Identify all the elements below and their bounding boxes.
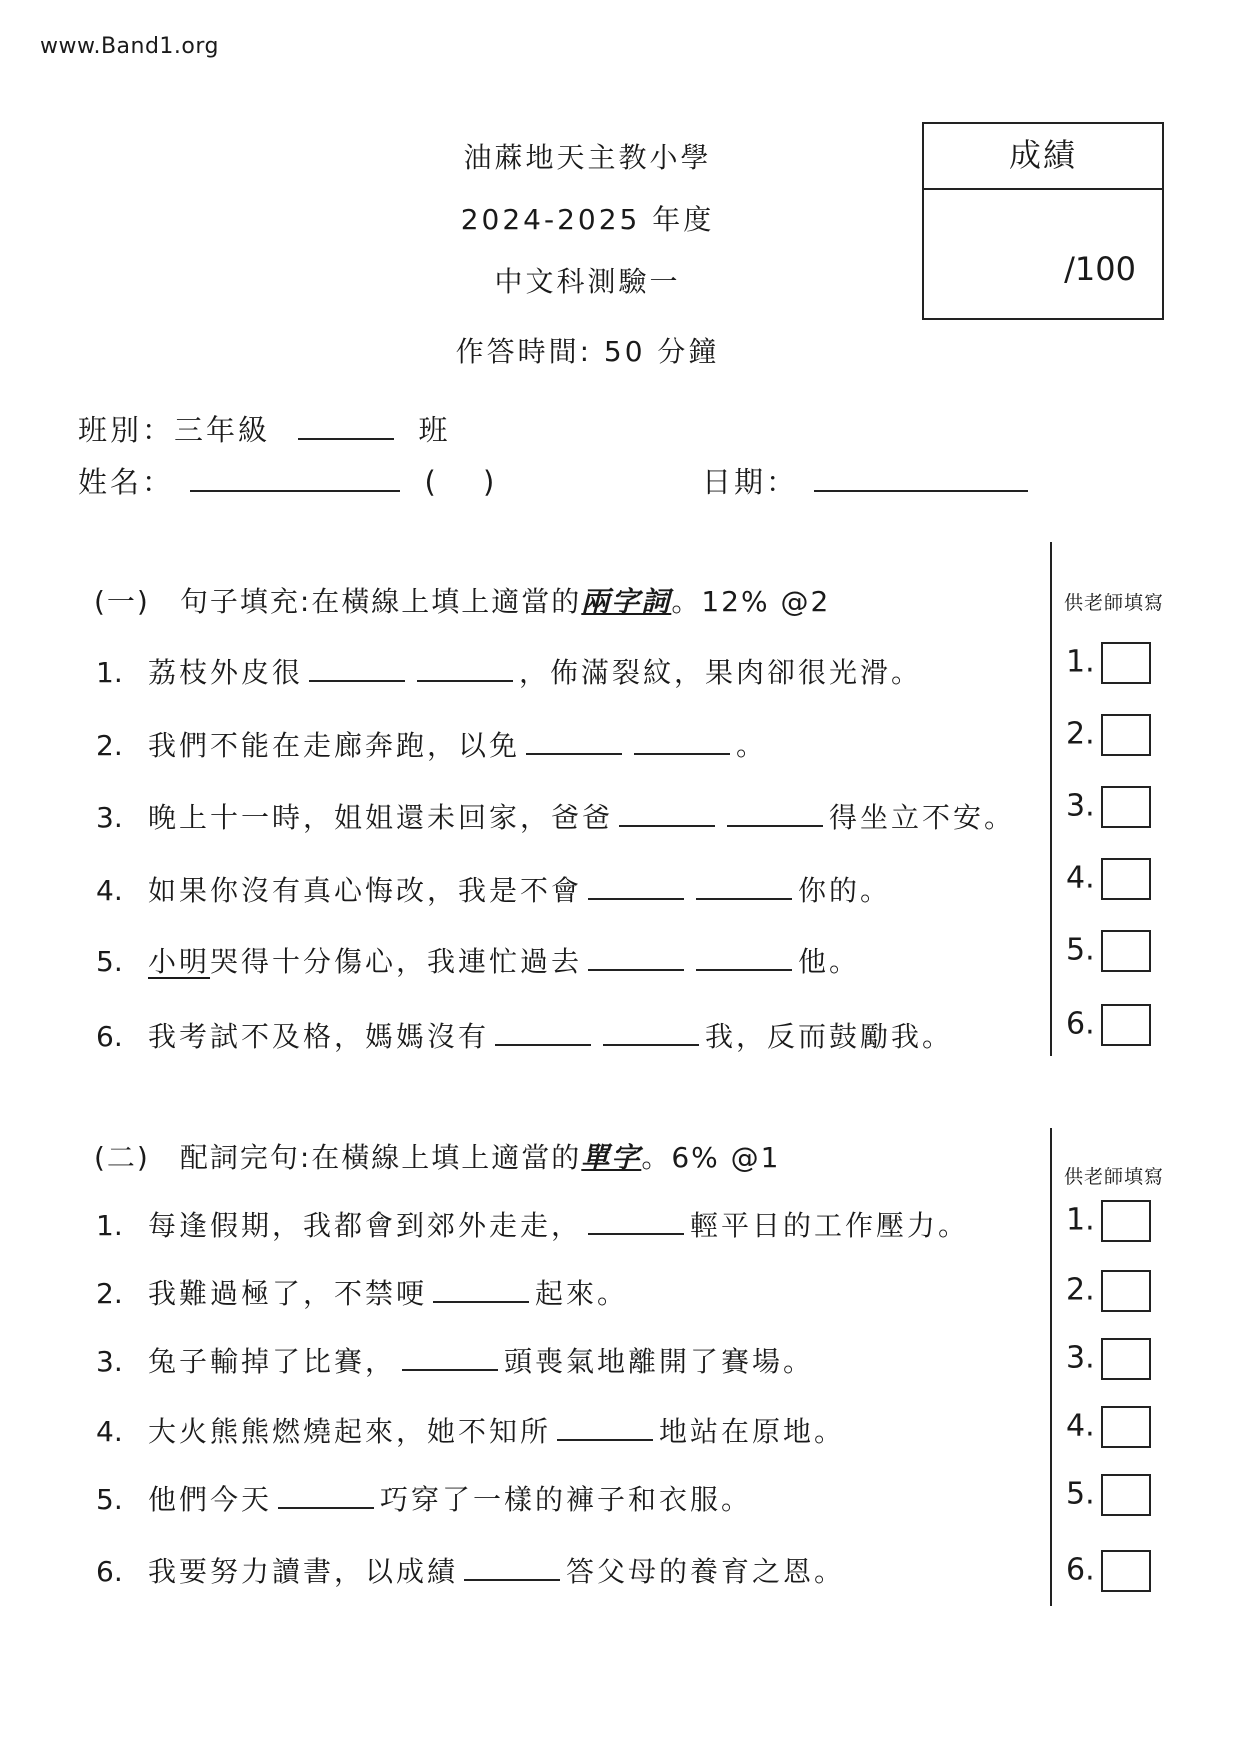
answer-blank[interactable] <box>619 803 715 827</box>
answer-blank[interactable] <box>696 947 792 971</box>
exam-title: 中文科測驗一 <box>494 265 681 298</box>
school-name: 油蔴地天主教小學 <box>463 141 712 174</box>
section2-mark-6: 6. <box>1066 1550 1151 1592</box>
section1-margin-line <box>1050 542 1052 1056</box>
section2-margin-line <box>1050 1128 1052 1606</box>
exam-duration: 作答時間: 50 分鐘 <box>455 335 720 368</box>
section2-question-4: 4. 大火熊熊燃燒起來，她不知所 地站在原地。 <box>96 1415 846 1448</box>
school-year: 2024-2025 年度 <box>460 203 715 236</box>
mark-box[interactable] <box>1101 642 1151 684</box>
section1-question-3: 3. 晚上十一時，姐姐還未回家，爸爸 得坐立不安。 <box>96 801 1016 834</box>
answer-blank[interactable] <box>588 1211 684 1235</box>
date-label: 日期： <box>702 465 799 499</box>
class-suffix: 班 <box>418 413 451 447</box>
section2-title-keyword: 單字 <box>581 1141 642 1174</box>
section1-question-5: 5. 小明哭得十分傷心，我連忙過去 他。 <box>96 945 861 978</box>
answer-blank[interactable] <box>464 1557 560 1581</box>
section2-question-3: 3. 兔子輸掉了比賽， 頭喪氣地離開了賽場。 <box>96 1345 815 1378</box>
section1-title <box>94 580 830 620</box>
mark-box[interactable] <box>1101 714 1151 756</box>
section1-question-6: 6. 我考試不及格，媽媽沒有 我，反而鼓勵我。 <box>96 1020 954 1053</box>
section1-teacher-label: 供老師填寫 <box>1064 592 1165 614</box>
section2-title <box>94 1136 780 1176</box>
mark-box[interactable] <box>1101 1550 1151 1592</box>
section2-mark-2: 2. <box>1066 1270 1151 1312</box>
mark-box[interactable] <box>1101 1474 1151 1516</box>
answer-blank[interactable] <box>433 1279 529 1303</box>
answer-blank[interactable] <box>526 731 622 755</box>
class-blank[interactable] <box>298 412 394 440</box>
section1-title-keyword: 兩字詞 <box>581 585 672 618</box>
mark-box[interactable] <box>1101 1406 1151 1448</box>
section2-question-5: 5. 他們今天 巧穿了一樣的褲子和衣服。 <box>96 1483 753 1516</box>
answer-blank[interactable] <box>309 658 405 682</box>
class-number-parens: ( ) <box>424 465 498 499</box>
section2-title-suffix: 。6% @1 <box>641 1141 781 1174</box>
underlined-name: 小明 <box>148 945 211 978</box>
answer-blank[interactable] <box>417 658 513 682</box>
section2-mark-4: 4. <box>1066 1406 1151 1448</box>
answer-blank[interactable] <box>402 1347 498 1371</box>
section1-mark-1: 1. <box>1066 642 1151 684</box>
section2-question-2: 2. 我難過極了，不禁哽 起來。 <box>96 1277 629 1310</box>
date-row <box>702 460 1028 501</box>
mark-box[interactable] <box>1101 1338 1151 1380</box>
score-title: 成績 <box>924 124 1162 190</box>
name-row <box>78 460 497 501</box>
watermark: www.Band1.org <box>40 34 220 59</box>
answer-blank[interactable] <box>634 731 730 755</box>
section2-question-6: 6. 我要努力讀書，以成績 答父母的養育之恩。 <box>96 1555 846 1588</box>
section1-mark-3: 3. <box>1066 786 1151 828</box>
section1-title-suffix: 。12% @2 <box>671 585 831 618</box>
section1-question-1: 1. 荔枝外皮很 ，佈滿裂紋，果肉卻很光滑。 <box>96 656 923 689</box>
answer-blank[interactable] <box>727 803 823 827</box>
section2-question-1: 1. 每逢假期，我都會到郊外走走， 輕平日的工作壓力。 <box>96 1209 970 1242</box>
answer-blank[interactable] <box>495 1022 591 1046</box>
class-label: 班別：三年級 <box>78 413 271 447</box>
name-blank[interactable] <box>190 464 400 492</box>
section2-teacher-label: 供老師填寫 <box>1064 1166 1165 1188</box>
section1-question-4: 4. 如果你沒有真心悔改，我是不會 你的。 <box>96 874 892 907</box>
mark-box[interactable] <box>1101 786 1151 828</box>
section1-mark-5: 5. <box>1066 930 1151 972</box>
mark-box[interactable] <box>1101 1270 1151 1312</box>
section2-mark-3: 3. <box>1066 1338 1151 1380</box>
answer-blank[interactable] <box>588 876 684 900</box>
section2-mark-1: 1. <box>1066 1200 1151 1242</box>
name-label: 姓名： <box>78 465 175 499</box>
score-box <box>922 122 1164 320</box>
answer-blank[interactable] <box>588 947 684 971</box>
answer-blank[interactable] <box>696 876 792 900</box>
mark-box[interactable] <box>1101 858 1151 900</box>
section1-mark-2: 2. <box>1066 714 1151 756</box>
section2-title-prefix: (二) 配詞完句:在橫線上填上適當的 <box>94 1141 582 1174</box>
section1-mark-4: 4. <box>1066 858 1151 900</box>
section1-question-2: 2. 我們不能在走廊奔跑，以免 。 <box>96 729 768 762</box>
section1-mark-6: 6. <box>1066 1004 1151 1046</box>
section2-mark-5: 5. <box>1066 1474 1151 1516</box>
score-total: /100 <box>1064 250 1136 288</box>
answer-blank[interactable] <box>557 1417 653 1441</box>
mark-box[interactable] <box>1101 930 1151 972</box>
answer-blank[interactable] <box>278 1485 374 1509</box>
class-row <box>78 408 450 449</box>
section1-title-prefix: (一) 句子填充:在橫線上填上適當的 <box>94 585 582 618</box>
mark-box[interactable] <box>1101 1200 1151 1242</box>
date-blank[interactable] <box>814 464 1028 492</box>
mark-box[interactable] <box>1101 1004 1151 1046</box>
answer-blank[interactable] <box>603 1022 699 1046</box>
